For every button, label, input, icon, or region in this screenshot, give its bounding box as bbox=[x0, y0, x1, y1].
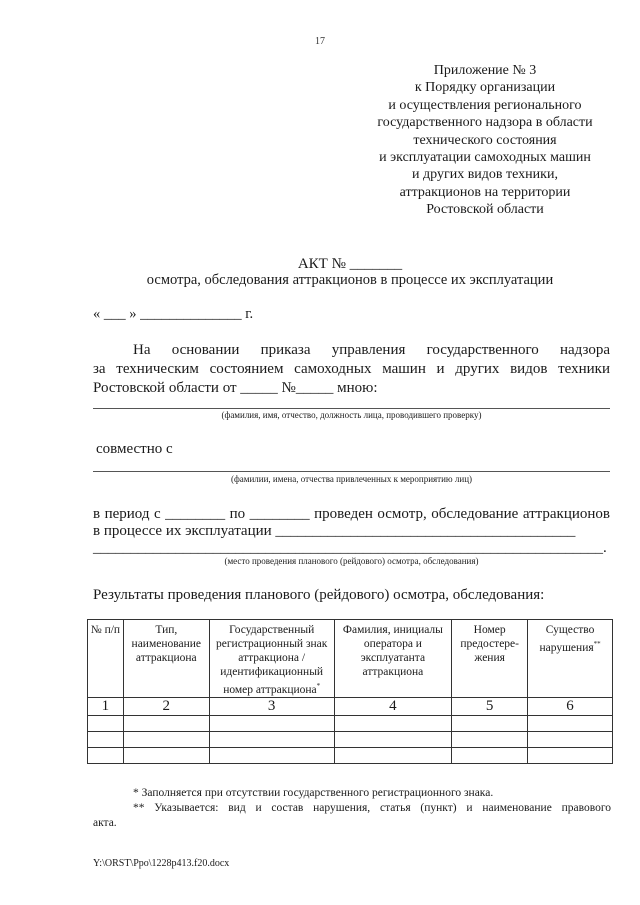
place-caption: (место проведения планового (рейдового) осмотра, обследования) bbox=[224, 556, 479, 566]
appendix-block bbox=[350, 62, 620, 219]
table-row bbox=[88, 748, 613, 764]
appendix-line: Приложение № 3 bbox=[433, 63, 537, 78]
footnote-1: * Заполняется при отсутствии государственного регистрационного знака. bbox=[133, 787, 494, 799]
table-header-cell: Государственный регистрационный знак аттракциона / идентификационный номер аттракциона* bbox=[209, 620, 334, 698]
table-cell[interactable] bbox=[334, 732, 452, 748]
table-cell[interactable] bbox=[209, 716, 334, 732]
appendix-line: к Порядку организации bbox=[414, 80, 556, 96]
jointly-label: совместно с bbox=[96, 441, 173, 457]
period-line-3: ____________________________________________________________________. bbox=[93, 540, 607, 556]
appendix-line: Ростовской области bbox=[426, 202, 544, 218]
table-cell[interactable] bbox=[88, 716, 124, 732]
table-cell[interactable] bbox=[528, 716, 613, 732]
table-cell: 5 bbox=[452, 698, 528, 716]
period-line-1: в период с ________ по ________ проведен осмотр, обследование аттракционов bbox=[93, 506, 610, 522]
page-number: 17 bbox=[315, 36, 325, 47]
table-cell[interactable] bbox=[88, 732, 124, 748]
table-cell[interactable] bbox=[209, 748, 334, 764]
table-cell: 3 bbox=[209, 698, 334, 716]
appendix-line: и осуществления регионального bbox=[388, 97, 582, 113]
table-number-row bbox=[88, 698, 613, 716]
appendix-line: технического состояния bbox=[413, 132, 557, 148]
table-cell[interactable] bbox=[123, 748, 209, 764]
table-cell[interactable] bbox=[123, 732, 209, 748]
file-path: Y:\ORST\Ppo\1228p413.f20.docx bbox=[93, 858, 230, 869]
participants-fill-line bbox=[93, 471, 610, 472]
table-cell[interactable] bbox=[88, 748, 124, 764]
date-line: « ___ » ______________ г. bbox=[93, 306, 254, 322]
participants-caption: (фамилии, имена, отчества привлеченных к мероприятию лиц) bbox=[230, 474, 473, 484]
table-cell[interactable] bbox=[334, 748, 452, 764]
table-header-cell: Тип, наименование аттракциона bbox=[123, 620, 209, 698]
period-line-2: в процессе их эксплуатации ________________________________________ bbox=[93, 523, 576, 539]
basis-line-1: На основании приказа управления государственного надзора bbox=[133, 342, 610, 358]
inspector-fill-line bbox=[93, 408, 610, 409]
act-subtitle: осмотра, обследования аттракционов в процессе их эксплуатации bbox=[146, 272, 554, 288]
basis-line-3: Ростовской области от _____ №_____ мною: bbox=[93, 380, 378, 396]
table-cell[interactable] bbox=[452, 716, 528, 732]
table-cell[interactable] bbox=[452, 732, 528, 748]
table-row bbox=[88, 732, 613, 748]
act-title: АКТ № _______ bbox=[297, 256, 403, 272]
table-header-row bbox=[88, 620, 613, 698]
table-cell[interactable] bbox=[528, 748, 613, 764]
table-row bbox=[88, 716, 613, 732]
footnote-2: ** Указывается: вид и состав нарушения, статья (пункт) и наименование правового bbox=[133, 802, 611, 814]
table-cell: 1 bbox=[88, 698, 124, 716]
table-cell: 4 bbox=[334, 698, 452, 716]
appendix-line: государственного надзора в области bbox=[377, 115, 593, 131]
footnote-mark: * bbox=[316, 682, 321, 690]
appendix-line: аттракционов на территории bbox=[399, 184, 571, 200]
results-table bbox=[87, 619, 613, 764]
table-cell[interactable] bbox=[334, 716, 452, 732]
footnote-2-continuation: акта. bbox=[93, 817, 117, 829]
table-cell: 6 bbox=[528, 698, 613, 716]
basis-line-2: за техническим состоянием самоходных машин и других видов техники bbox=[93, 361, 610, 377]
appendix-line: и других видов техники, bbox=[412, 167, 558, 183]
results-heading: Результаты проведения планового (рейдового) осмотра, обследования: bbox=[93, 587, 545, 603]
table-header-cell: Фамилия, инициалы оператора и эксплуатанта аттракциона bbox=[334, 620, 452, 698]
table-header-cell: Существо нарушения** bbox=[528, 620, 613, 698]
table-header-cell: Номер предостере-жения bbox=[452, 620, 528, 698]
table-cell[interactable] bbox=[209, 732, 334, 748]
table-cell[interactable] bbox=[528, 732, 613, 748]
table-header-cell: № п/п bbox=[88, 620, 124, 698]
inspector-caption: (фамилия, имя, отчество, должность лица, проводившего проверку) bbox=[221, 410, 482, 420]
table-cell[interactable] bbox=[123, 716, 209, 732]
table-cell[interactable] bbox=[452, 748, 528, 764]
table-cell: 2 bbox=[123, 698, 209, 716]
appendix-line: и эксплуатации самоходных машин bbox=[379, 150, 591, 166]
footnote-mark: ** bbox=[593, 640, 601, 648]
